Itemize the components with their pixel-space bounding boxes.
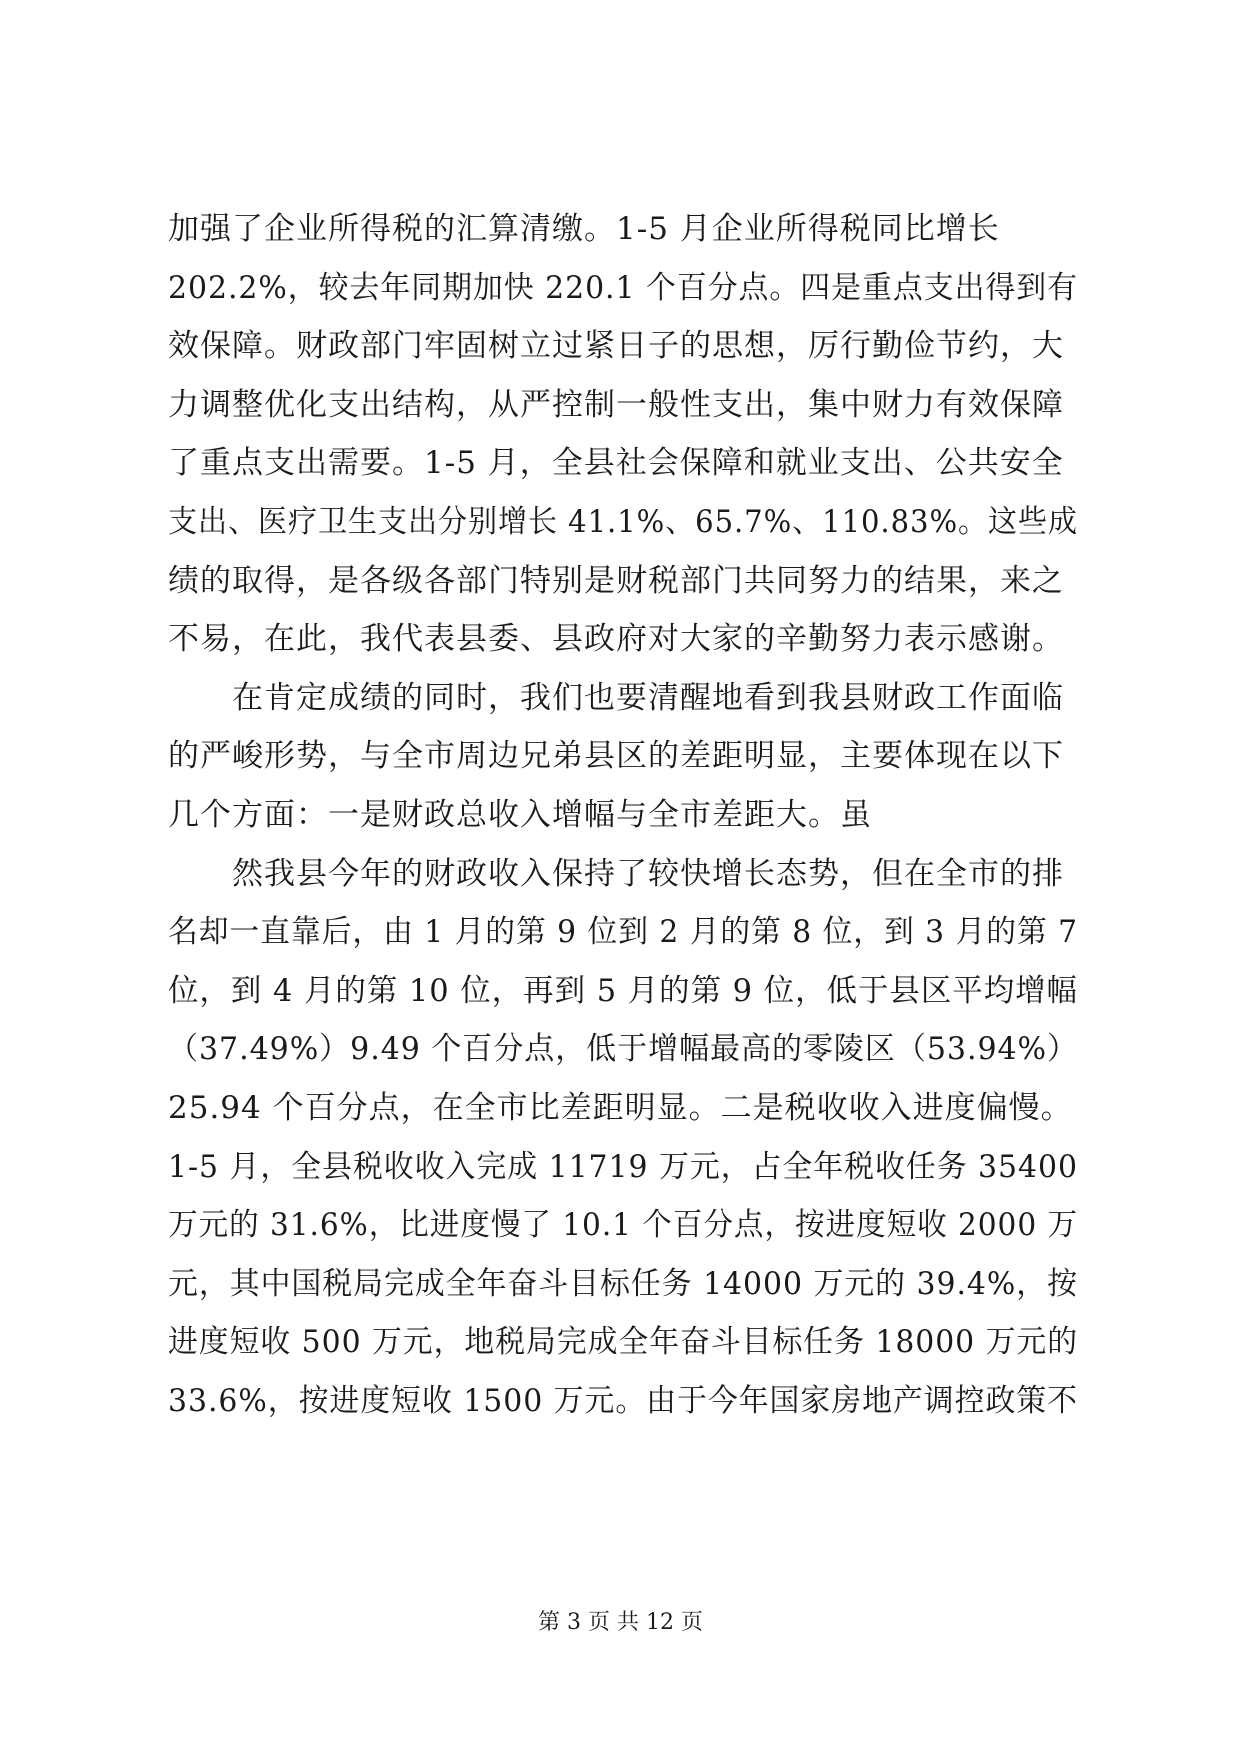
text-line: 万元的 31.6%，比进度慢了 10.1 个百分点，按进度短收 2000 万 bbox=[168, 1207, 1078, 1244]
text-line: 25.94 个百分点，在全市比差距明显。二是税收收入进度偏慢。 bbox=[168, 1089, 1073, 1126]
page-footer: 第 3 页 共 12 页 bbox=[538, 1610, 703, 1635]
text-line: 202.2%，较去年同期加快 220.1 个百分点。四是重点支出得到有 bbox=[168, 269, 1078, 306]
body-text bbox=[168, 200, 1078, 1430]
text-line: 效保障。财政部门牢固树立过紧日子的思想，厉行勤俭节约，大 bbox=[168, 328, 1064, 365]
text-line: 加强了企业所得税的汇算清缴。1-5 月企业所得税同比增长 bbox=[168, 211, 1000, 247]
text-line: 1-5 月，全县税收收入完成 11719 万元，占全年税收任务 35400 bbox=[168, 1148, 1078, 1185]
text-line: 绩的取得，是各级各部门特别是财税部门共同努力的结果，来之 bbox=[168, 562, 1064, 599]
text-line: 几个方面：一是财政总收入增幅与全市差距大。虽 bbox=[168, 796, 872, 833]
text-line: （37.49%）9.49 个百分点，低于增幅最高的零陵区（53.94%） bbox=[168, 1031, 1078, 1068]
text-line: 支出、医疗卫生支出分别增长 41.1%、65.7%、110.83%。这些成 bbox=[168, 503, 1078, 540]
text-line: 的严峻形势，与全市周边兄弟县区的差距明显，主要体现在以下 bbox=[168, 738, 1064, 775]
text-line: 进度短收 500 万元，地税局完成全年奋斗目标任务 18000 万元的 bbox=[168, 1324, 1078, 1361]
text-line: 然我县今年的财政收入保持了较快增长态势，但在全市的排 bbox=[232, 855, 1064, 892]
text-line: 位，到 4 月的第 10 位，再到 5 月的第 9 位，低于县区平均增幅 bbox=[168, 972, 1078, 1009]
text-line: 力调整优化支出结构，从严控制一般性支出，集中财力有效保障 bbox=[168, 386, 1064, 423]
text-line: 元，其中国税局完成全年奋斗目标任务 14000 万元的 39.4%，按 bbox=[168, 1265, 1078, 1302]
text-line: 不易，在此，我代表县委、县政府对大家的辛勤努力表示感谢。 bbox=[168, 621, 1064, 658]
text-line: 了重点支出需要。1-5 月，全县社会保障和就业支出、公共安全 bbox=[168, 445, 1064, 482]
text-line: 33.6%，按进度短收 1500 万元。由于今年国家房地产调控政策不 bbox=[168, 1382, 1078, 1419]
text-line: 名却一直靠后，由 1 月的第 9 位到 2 月的第 8 位，到 3 月的第 7 bbox=[168, 914, 1078, 951]
text-line: 在肯定成绩的同时，我们也要清醒地看到我县财政工作面临 bbox=[232, 679, 1064, 716]
